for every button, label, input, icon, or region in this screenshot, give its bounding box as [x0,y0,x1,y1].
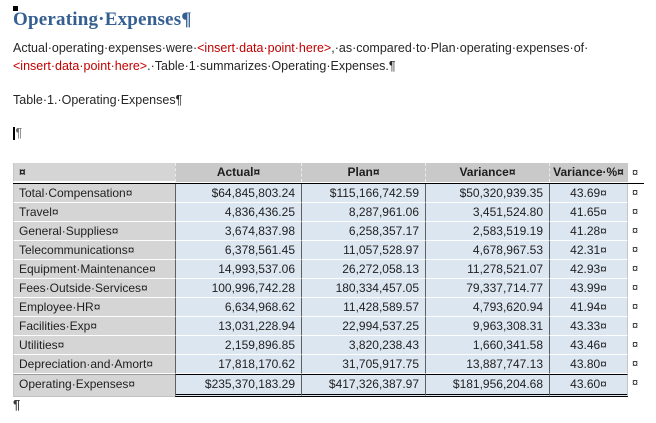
cell-plan[interactable]: $417,326,387.97 [301,374,425,397]
cell-variance-pct[interactable]: 42.93¤ [549,260,628,279]
header-plan[interactable]: Plan¤ [301,163,425,182]
cell-variance-pct[interactable]: 43.69¤ [549,184,628,203]
header-variance[interactable]: Variance¤ [425,163,549,182]
table-row [13,184,644,203]
cell-row-label[interactable]: Travel¤ [13,203,175,222]
end-of-row-marker: ¤ [628,163,644,183]
cell-variance-pct[interactable]: 43.99¤ [549,279,628,298]
table-row [13,279,644,298]
cell-variance-pct[interactable]: 41.28¤ [549,222,628,241]
cell-plan[interactable]: 26,272,058.13 [301,260,425,279]
cell-variance[interactable]: 4,678,967.53 [425,241,549,260]
cell-plan[interactable]: 3,820,238.43 [301,336,425,355]
cell-variance[interactable]: 9,963,308.31 [425,317,549,336]
text-cursor [13,127,15,140]
table-row [13,336,644,355]
intro-text: ,·as·compared·to·Plan·operating·expenses·of· [331,41,589,55]
cell-variance-pct[interactable]: 42.31¤ [549,241,628,260]
table-row [13,317,644,336]
intro-paragraph[interactable] [13,39,648,75]
cell-actual[interactable]: 6,634,968.62 [175,298,301,317]
final-paragraph[interactable] [13,397,20,412]
end-of-row-marker: ¤ [628,298,644,317]
cell-variance[interactable]: 11,278,521.07 [425,260,549,279]
header-label-cell[interactable]: ¤ [13,163,175,182]
end-of-row-marker: ¤ [628,203,644,222]
cell-actual[interactable]: $64,845,803.24 [175,184,301,203]
end-of-row-marker: ¤ [628,241,644,260]
cell-row-label[interactable]: Fees·Outside·Services¤ [13,279,175,298]
end-of-row-marker: ¤ [628,184,644,203]
cell-variance[interactable]: $181,956,204.68 [425,374,549,397]
cell-variance-pct[interactable]: 41.94¤ [549,298,628,317]
cell-actual[interactable]: 4,836,436.25 [175,203,301,222]
cell-variance[interactable]: 4,793,620.94 [425,298,549,317]
header-actual[interactable]: Actual¤ [175,163,301,182]
cell-variance-pct[interactable]: 43.33¤ [549,317,628,336]
cell-row-label[interactable]: Utilities¤ [13,336,175,355]
table-row [13,203,644,222]
cell-actual[interactable]: 17,818,170.62 [175,355,301,374]
end-of-row-marker: ¤ [628,374,644,397]
cell-row-label[interactable]: Equipment·Maintenance¤ [13,260,175,279]
end-of-row-marker: ¤ [628,355,644,374]
cell-actual[interactable]: 6,378,561.45 [175,241,301,260]
cell-actual[interactable]: 100,996,742.28 [175,279,301,298]
cell-row-label[interactable]: Operating·Expenses¤ [13,374,175,397]
cell-variance-pct[interactable]: 43.80¤ [549,355,628,374]
intro-text: .·Table·1·summarizes·Operating·Expenses.¶ [147,59,396,73]
cell-variance-pct[interactable]: 43.60¤ [549,374,628,397]
cell-variance-pct[interactable]: 43.46¤ [549,336,628,355]
table-caption[interactable]: Table·1.·Operating·Expenses¶ [13,93,183,107]
end-of-row-marker: ¤ [628,317,644,336]
cell-row-label[interactable]: Telecommunications¤ [13,241,175,260]
header-variance-pct[interactable]: Variance·%¤ [549,163,628,182]
cell-actual[interactable]: 13,031,228.94 [175,317,301,336]
table-row [13,298,644,317]
end-of-row-marker: ¤ [628,260,644,279]
table-row [13,260,644,279]
placeholder-text[interactable]: <insert·data·point·here> [197,41,332,55]
cell-row-label[interactable]: Facilities·Exp¤ [13,317,175,336]
end-of-row-marker: ¤ [628,222,644,241]
cell-actual[interactable]: 3,674,837.98 [175,222,301,241]
cell-variance[interactable]: 79,337,714.77 [425,279,549,298]
cell-plan[interactable]: 11,428,589.57 [301,298,425,317]
placeholder-text[interactable]: <insert·data·point·here> [13,59,148,73]
cell-actual[interactable]: $235,370,183.29 [175,374,301,397]
cell-actual[interactable]: 2,159,896.85 [175,336,301,355]
cell-actual[interactable]: 14,993,537.06 [175,260,301,279]
cell-plan[interactable]: 11,057,528.97 [301,241,425,260]
cell-variance[interactable]: $50,320,939.35 [425,184,549,203]
table-total-row [13,374,644,397]
cell-plan[interactable]: 8,287,961.06 [301,203,425,222]
cell-plan[interactable]: 6,258,357.17 [301,222,425,241]
cell-variance[interactable]: 3,451,524.80 [425,203,549,222]
end-of-row-marker: ¤ [628,279,644,298]
table-row [13,355,644,374]
cell-variance[interactable]: 1,660,341.58 [425,336,549,355]
pilcrow-mark: ¶ [15,126,23,140]
cell-row-label[interactable]: Employee·HR¤ [13,298,175,317]
cell-variance[interactable]: 2,583,519.19 [425,222,549,241]
cell-plan[interactable]: 180,334,457.05 [301,279,425,298]
operating-expenses-table [13,163,644,397]
cell-plan[interactable]: 31,705,917.75 [301,355,425,374]
cell-variance[interactable]: 13,887,747.13 [425,355,549,374]
table-header-row [13,163,644,184]
cell-variance-pct[interactable]: 41.65¤ [549,203,628,222]
empty-paragraph[interactable] [13,126,22,141]
page-title[interactable]: Operating·Expenses¶ [13,9,192,30]
end-of-row-marker: ¤ [628,336,644,355]
cell-plan[interactable]: $115,166,742.59 [301,184,425,203]
cell-row-label[interactable]: Total·Compensation¤ [13,184,175,203]
intro-text: Actual·operating·expenses·were· [13,41,198,55]
pilcrow-mark: ¶ [13,397,21,412]
table-row [13,222,644,241]
cell-plan[interactable]: 22,994,537.25 [301,317,425,336]
cell-row-label[interactable]: General·Supplies¤ [13,222,175,241]
cell-row-label[interactable]: Depreciation·and·Amort¤ [13,355,175,374]
table-row [13,241,644,260]
